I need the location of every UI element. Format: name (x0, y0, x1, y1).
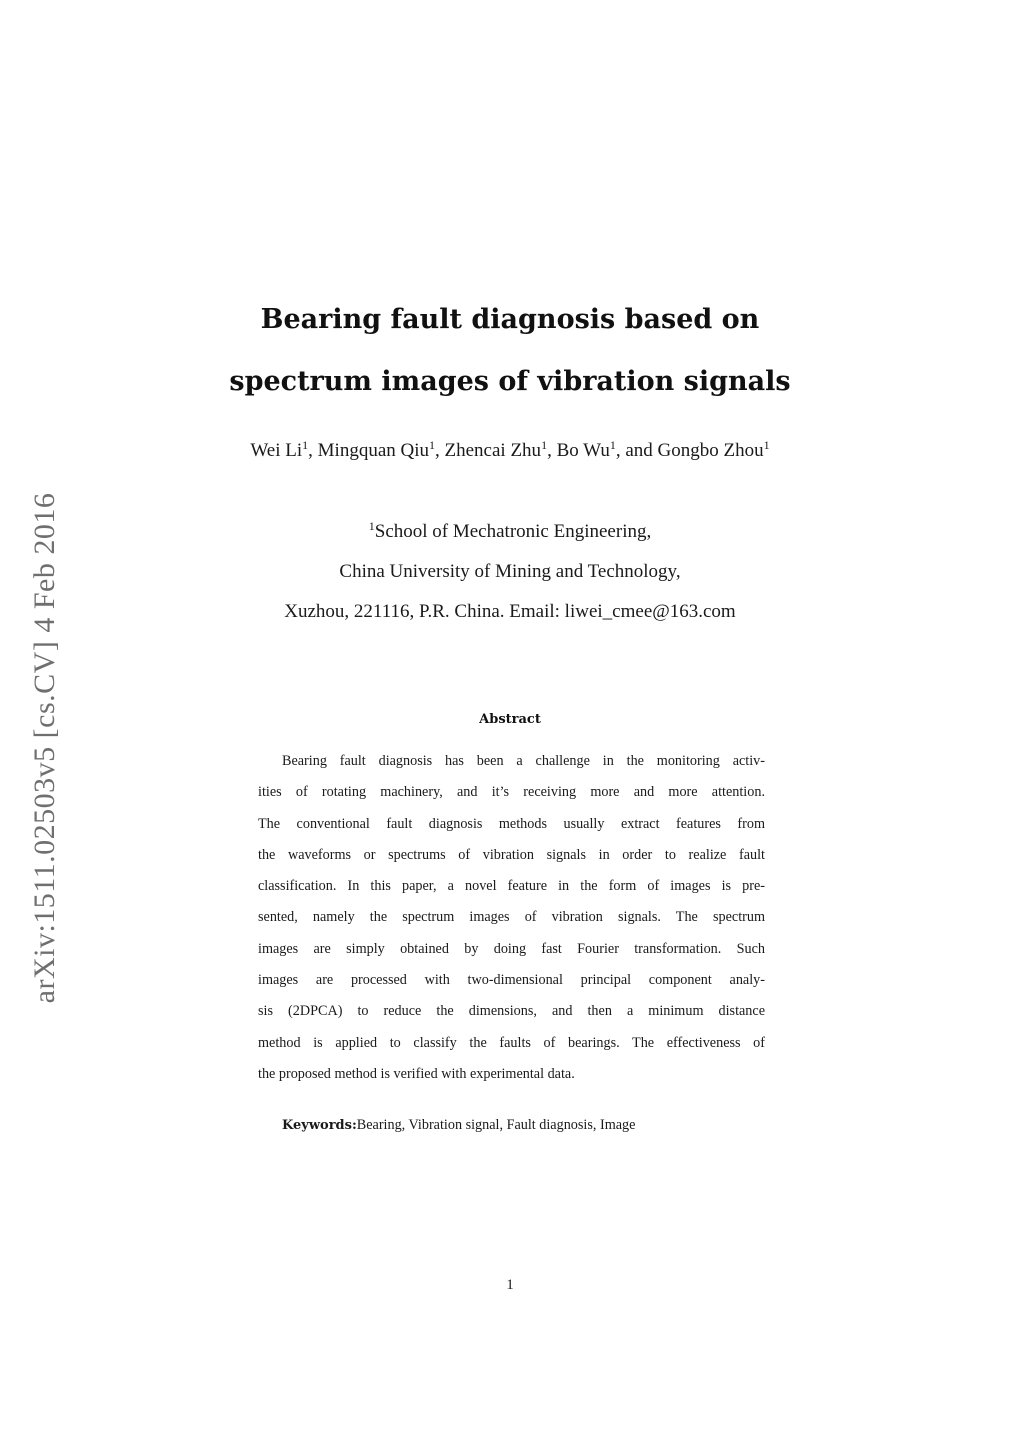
abstract-heading: Abstract (479, 712, 541, 727)
keywords (282, 1117, 635, 1134)
abstract-line: images are simply obtained by doing fast Fourier transformation. Such (258, 940, 765, 957)
abstract-line: The conventional fault diagnosis methods usually extract features from (258, 815, 765, 832)
arxiv-identifier-stamp: arXiv:1511.02503v5 [cs.CV] 4 Feb 2016 (28, 492, 61, 1004)
affiliation-line-1 (150, 521, 870, 543)
affiliation-line-2: China University of Mining and Technology, (339, 561, 681, 582)
page-number: 1 (506, 1277, 514, 1293)
author-affiliation-mark: 1 (541, 438, 548, 452)
abstract-line: the waveforms or spectrums of vibration signals in order to realize fault (258, 846, 765, 863)
abstract-line: sis (2DPCA) to reduce the dimensions, and then a minimum distance (258, 1003, 765, 1020)
abstract-line: sented, namely the spectrum images of vibration signals. The spectrum (258, 909, 765, 926)
author-name: Bo Wu (556, 440, 610, 461)
author-separator: , (308, 440, 318, 461)
author-separator: , (435, 440, 445, 461)
author-name: Mingquan Qiu (317, 440, 430, 461)
author-affiliation-mark: 1 (763, 438, 770, 452)
abstract-line: the proposed method is verified with experimental data. (258, 1065, 575, 1082)
author-list (150, 440, 870, 462)
affiliation-school: School of Mechatronic Engineering, (374, 521, 652, 542)
author-name: Wei Li (250, 440, 303, 461)
abstract-line: method is applied to classify the faults of bearings. The effectiveness of (258, 1034, 765, 1051)
abstract-body (258, 750, 765, 1094)
abstract-line: classification. In this paper, a novel feature in the form of images is pre- (258, 878, 765, 895)
author-name: Gongbo Zhou (657, 440, 764, 461)
affiliation-line-3: Xuzhou, 221116, P.R. China. Email: liwei_cmee@163.com (284, 601, 736, 622)
author-separator: , and (615, 440, 658, 461)
abstract-line: images are processed with two-dimensional principal component analy- (258, 972, 765, 989)
author-name: Zhencai Zhu (444, 440, 542, 461)
affiliation-mark: 1 (368, 519, 375, 533)
author-separator: , (547, 440, 557, 461)
author-affiliation-mark: 1 (609, 438, 616, 452)
abstract-line: ities of rotating machinery, and it’s receiving more and more attention. (258, 784, 765, 801)
keywords-text: Bearing, Vibration signal, Fault diagnosis, Image (356, 1117, 636, 1133)
paper-title-line-2: spectrum images of vibration signals (229, 366, 791, 397)
author-affiliation-mark: 1 (302, 438, 309, 452)
author-affiliation-mark: 1 (429, 438, 436, 452)
paper-title-line-1: Bearing fault diagnosis based on (260, 304, 760, 335)
abstract-line: Bearing fault diagnosis has been a challenge in the monitoring activ- (282, 753, 765, 769)
keywords-label: Keywords: (282, 1118, 357, 1133)
